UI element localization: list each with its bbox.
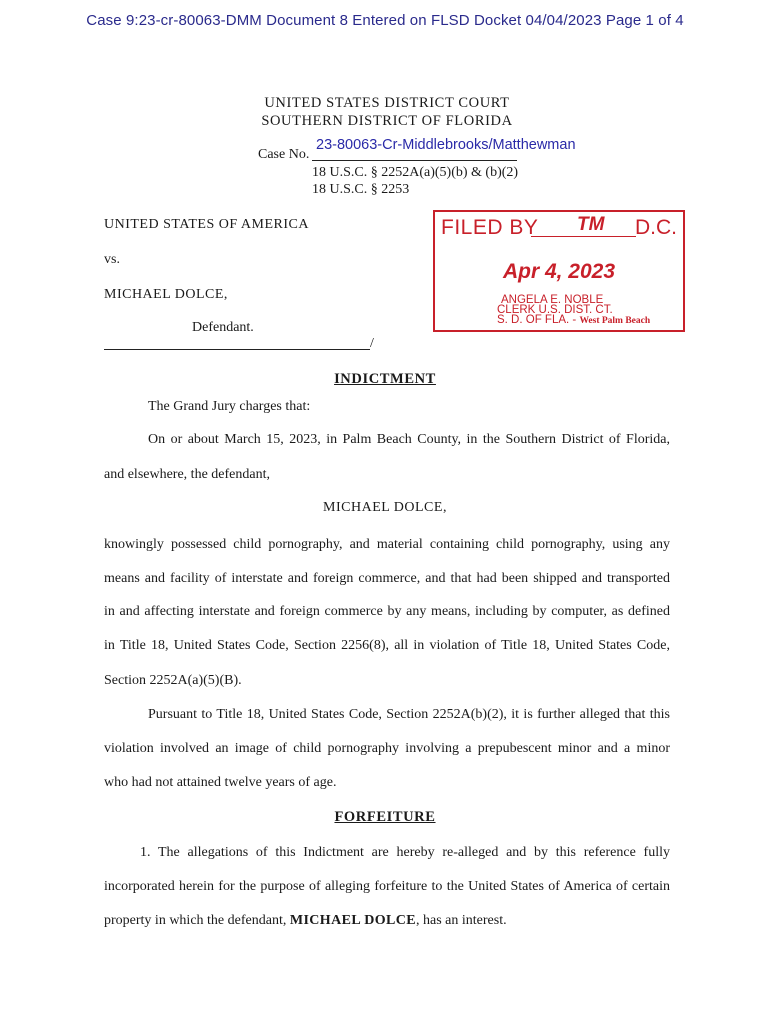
plaintiff: UNITED STATES OF AMERICA [104, 217, 309, 232]
case-number-label: Case No. [258, 147, 310, 162]
forfeiture-defendant-name: MICHAEL DOLCE [289, 913, 416, 928]
paragraph-2-line-5: Section 2252A(a)(5)(B). [104, 673, 242, 688]
filed-stamp [433, 210, 685, 332]
stamp-filed-by: FILED BY [441, 216, 539, 239]
paragraph-1-line-1: On or about March 15, 2023, in Palm Beach County, in the Southern District of Florida, [148, 432, 670, 447]
court-district: SOUTHERN DISTRICT OF FLORIDA [261, 113, 513, 129]
case-number: 23-80063-Cr-Middlebrooks/Matthewman [316, 137, 576, 153]
caption-slash: / [370, 336, 374, 351]
stamp-signature-line [531, 236, 636, 237]
docket-header: Case 9:23-cr-80063-DMM Document 8 Entered on FLSD Docket 04/04/2023 Page 1 of 4 [86, 12, 684, 29]
stamp-district: S. D. OF FLA. - [497, 314, 577, 326]
stamp-clerk-block [497, 294, 651, 326]
paragraph-3-line-3: who had not attained twelve years of age. [104, 775, 337, 790]
stamp-clerk-name: ANGELA E. NOBLE [501, 294, 604, 306]
statute-line-2: 18 U.S.C. § 2253 [312, 182, 410, 197]
forfeiture-heading: FORFEITURE [334, 809, 436, 825]
paragraph-2-line-4: in Title 18, United States Code, Section 2256(8), all in violation of Title 18, United States Code, [104, 638, 670, 653]
stamp-initials: TM [577, 214, 605, 235]
stamp-division: West Palm Beach [579, 316, 651, 326]
versus: vs. [104, 252, 120, 267]
paragraph-2-line-2: means and facility of interstate and foreign commerce, and that had been shipped and transported [104, 571, 670, 586]
intro-line: The Grand Jury charges that: [148, 399, 311, 414]
statute-line-1: 18 U.S.C. § 2252A(a)(5)(b) & (b)(2) [312, 165, 519, 180]
stamp-date: Apr 4, 2023 [502, 260, 616, 283]
forfeiture-line-3 [104, 913, 670, 929]
caption-underline [104, 349, 370, 350]
defendant-centered: MICHAEL DOLCE, [323, 500, 447, 515]
forfeiture-line-3-post: , has an interest. [416, 913, 507, 928]
paragraph-2-line-3: in and affecting interstate and foreign commerce by any means, including by computer, as defined [104, 604, 670, 619]
stamp-clerk-title: CLERK U.S. DIST. CT. [497, 304, 613, 316]
paragraph-3-line-2: violation involved an image of child pornography involving a prepubescent minor and a minor [104, 741, 670, 756]
forfeiture-line-1: 1. The allegations of this Indictment are hereby re-alleged and by this reference fully [140, 845, 670, 860]
case-number-underline [312, 160, 517, 161]
forfeiture-line-3-pre: property in which the defendant, [104, 913, 290, 928]
document-title: INDICTMENT [334, 371, 436, 387]
paragraph-1-line-2: and elsewhere, the defendant, [104, 467, 270, 482]
paragraph-2-line-1: knowingly possessed child pornography, and material containing child pornography, using any [104, 537, 670, 552]
defendant-name: MICHAEL DOLCE, [104, 287, 228, 302]
court-name: UNITED STATES DISTRICT COURT [264, 95, 510, 111]
defendant-role: Defendant. [192, 320, 254, 335]
forfeiture-line-2: incorporated herein for the purpose of alleging forfeiture to the United States of America of certain [104, 879, 670, 894]
paragraph-3-line-1: Pursuant to Title 18, United States Code, Section 2252A(b)(2), it is further alleged that this [148, 707, 670, 722]
stamp-dc: D.C. [635, 216, 677, 239]
